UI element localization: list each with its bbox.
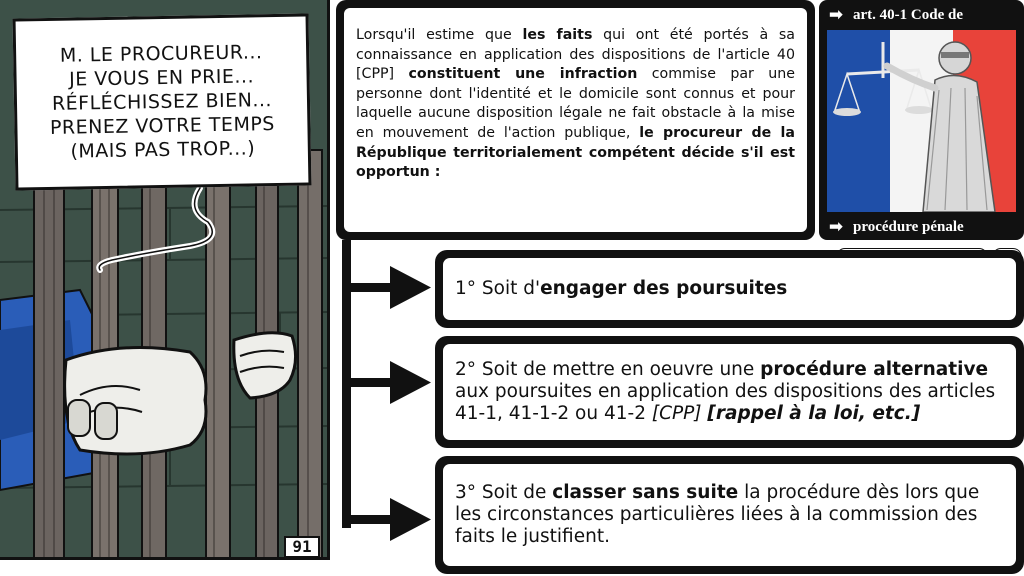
arrow-2-icon — [342, 361, 431, 404]
option-text — [455, 482, 1004, 548]
bubble-line: (MAIS PAS TROP...) — [70, 137, 256, 163]
text-segment: qui ont été portés à sa connaissance en application des dispositions de l'article 40 [CPP] — [356, 27, 795, 83]
text-segment-italic: [CPP] — [651, 403, 702, 424]
article-text — [356, 26, 795, 183]
text-segment-bold: le procureur de la République territorialement compétent décide s'il est opportun : — [356, 124, 795, 181]
arrow-3-icon — [342, 498, 431, 541]
reference-bottom-text: procédure pénale — [853, 218, 964, 235]
article-text-inner — [344, 8, 807, 232]
text-segment-bold: engager des poursuites — [540, 278, 788, 299]
arrow-1-icon — [342, 266, 431, 309]
bubble-line: JE VOUS EN PRIE... — [68, 65, 255, 91]
branch-connector — [334, 240, 436, 576]
text-segment-bold: procédure alternative — [760, 359, 989, 380]
reference-label-bottom — [819, 213, 1024, 240]
comic-panel — [0, 0, 330, 560]
bubble-line: RÉFLÉCHISSEZ BIEN... — [51, 89, 273, 115]
reference-label-top — [819, 1, 1024, 29]
text-segment-bold-italic: [rappel à la loi, etc.] — [707, 403, 921, 424]
lady-justice-icon — [827, 30, 1016, 212]
option-text — [455, 278, 1004, 300]
text-segment-bold-italic-wrap — [707, 403, 920, 424]
option-text — [455, 359, 1004, 425]
text-segment-bold: constituent une infraction — [408, 66, 638, 83]
text-segment: commise par une personne dont l'identité et le domicile sont connus et pour laquelle aucune disposition légale ne fait obstacle à la mise en mouvement de l'action publique, — [356, 66, 795, 141]
text-segment-bold: les faits — [522, 27, 593, 43]
text-segment: Lorsqu'il estime que — [356, 27, 523, 43]
option-inner — [443, 464, 1016, 566]
french-flag-justice-image — [827, 30, 1016, 212]
right-arrow-icon: ➡ — [828, 217, 844, 237]
speech-bubble — [13, 13, 312, 190]
text-segment: 2° Soit de mettre en oeuvre une — [455, 359, 761, 380]
article-text-box — [336, 0, 815, 240]
option-inner — [443, 258, 1016, 320]
text-segment: aux poursuites en application des dispositions des articles 41-1, 41-1-2 ou 41-2 — [455, 381, 996, 424]
text-segment: 1° Soit d' — [455, 278, 541, 299]
text-segment: la procédure dès lors que les circonstances particulières liées à la commission des faits le justifient. — [455, 482, 980, 547]
bubble-line: PRENEZ VOTRE TEMPS — [49, 113, 276, 139]
text-segment-bold: classer sans suite — [552, 482, 739, 503]
bubble-line: M. LE PROCUREUR... — [59, 41, 263, 67]
text-segment: 3° Soit de — [455, 482, 553, 503]
option-classement-sans-suite — [435, 456, 1024, 574]
option-engage-prosecution — [435, 250, 1024, 328]
comic-page-number: 91 — [284, 536, 320, 558]
option-inner — [443, 344, 1016, 440]
option-alternative-procedure — [435, 336, 1024, 448]
legal-reference-box — [819, 0, 1024, 240]
reference-top-text: art. 40-1 Code de — [853, 6, 963, 23]
right-arrow-icon: ➡ — [828, 5, 844, 25]
